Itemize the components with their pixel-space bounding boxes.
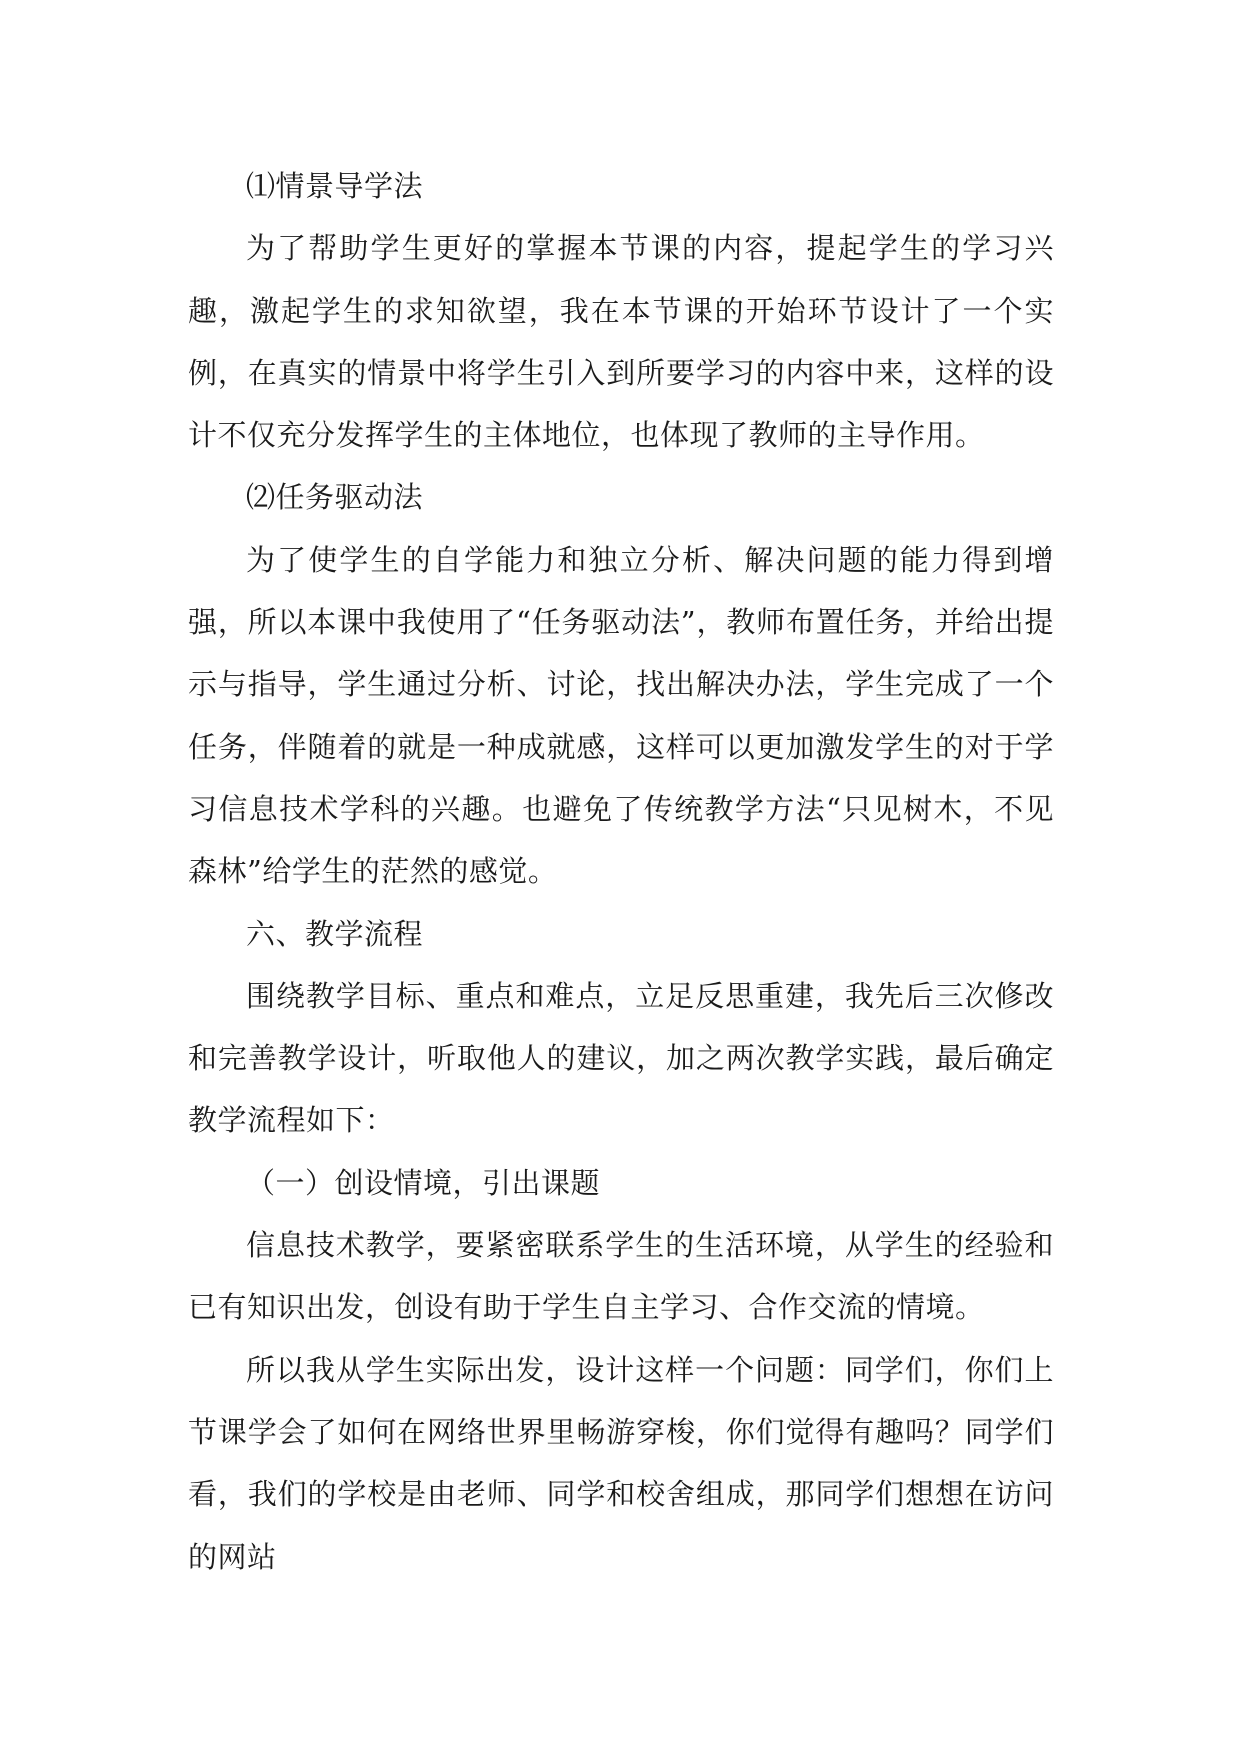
- paragraph-teaching-process: 围绕教学目标、重点和难点，立足反思重建，我先后三次修改和完善教学设计，听取他人的建议，加之两次教学实践，最后确定教学流程如下：: [188, 978, 1054, 1138]
- section-heading-teaching-process: 六、教学流程: [246, 916, 424, 951]
- paragraph-task-driven-method: 为了使学生的自学能力和独立分析、解决问题的能力得到增强，所以本课中我使用了“任务驱动法”，教师布置任务，并给出提示与指导，学生通过分析、讨论，找出解决办法，学生完成了一个任务，伴随着的就是一种成就感，这样可以更加激发学生的对于学习信息技术学科的兴趣。也避免了传统教学方法“只见树木，不见森林”给学生的茫然的感觉。: [188, 542, 1054, 889]
- paragraph-create-situation: 信息技术教学，要紧密联系学生的生活环境，从学生的经验和已有知识出发，创设有助于学生自主学习、合作交流的情境。: [188, 1228, 1054, 1325]
- paragraph-design-question: 所以我从学生实际出发，设计这样一个问题：同学们，你们上节课学会了如何在网络世界里畅游穿梭，你们觉得有趣吗？同学们看，我们的学校是由老师、同学和校舍组成，那同学们想想在访问的网站: [188, 1352, 1054, 1574]
- paragraph-situational-method: 为了帮助学生更好的掌握本节课的内容，提起学生的学习兴趣，激起学生的求知欲望，我在本节课的开始环节设计了一个实例，在真实的情景中将学生引入到所要学习的内容中来，这样的设计不仅充分发挥学生的主体地位，也体现了教师的主导作用。: [188, 231, 1054, 453]
- section-heading-situational-method: ⑴情景导学法: [246, 169, 424, 203]
- document-body: [188, 155, 1054, 1588]
- section-heading-task-driven-method: ⑵任务驱动法: [246, 480, 424, 515]
- subsection-heading-create-situation: （一）创设情境，引出课题: [246, 1165, 601, 1200]
